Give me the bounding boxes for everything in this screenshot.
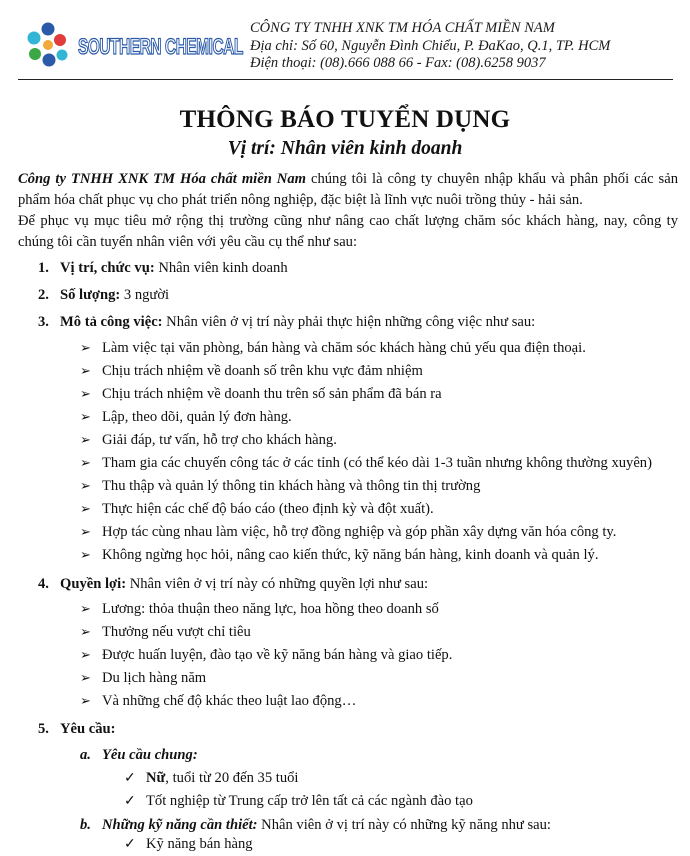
check-item: ✓ Tốt nghiệp từ Trung cấp trở lên tất cả các ngành đào tạo bbox=[124, 791, 473, 812]
list-item: ➢ Tham gia các chuyến công tác ở các tỉnh (có thể kéo dài 1-3 tuần nhưng không thường xuyên) bbox=[80, 455, 652, 471]
section-heading: Số lượng: bbox=[60, 287, 121, 303]
company-name: CÔNG TY TNHH XNK TM HÓA CHẤT MIỀN NAM bbox=[250, 20, 555, 36]
arrow-bullet-icon: ➢ bbox=[80, 363, 91, 378]
section-text: Nhân viên kinh doanh bbox=[154, 260, 288, 276]
section-number: 4. bbox=[38, 576, 49, 592]
list-item: ➢ Làm việc tại văn phòng, bán hàng và chăm sóc khách hàng chủ yếu qua điện thoại. bbox=[80, 340, 586, 356]
arrow-bullet-icon: ➢ bbox=[80, 501, 91, 516]
arrow-bullet-icon: ➢ bbox=[80, 409, 91, 424]
arrow-bullet-icon: ➢ bbox=[80, 386, 91, 401]
list-item: ➢ Không ngừng học hỏi, nâng cao kiến thức, kỹ năng bán hàng, kinh doanh và quản lý. bbox=[80, 547, 599, 563]
list-item: ➢ Lương: thỏa thuận theo năng lực, hoa hồng theo doanh số bbox=[80, 601, 439, 617]
section-position bbox=[38, 258, 288, 278]
southern-chemical-logo-icon bbox=[22, 18, 247, 74]
list-item: ➢ Thực hiện các chế độ báo cáo (theo định kỳ và đột xuất). bbox=[80, 501, 434, 517]
list-item: ➢ Chịu trách nhiệm về doanh thu trên số sản phẩm đã bán ra bbox=[80, 386, 442, 402]
section-heading: Yêu cầu: bbox=[60, 721, 116, 737]
section-requirements bbox=[38, 719, 116, 739]
sub-heading: Yêu cầu chung: bbox=[102, 747, 198, 763]
check-item: ✓ Kỹ năng bán hàng bbox=[124, 834, 253, 855]
list-item: ➢ Giải đáp, tư vấn, hỗ trợ cho khách hàng. bbox=[80, 432, 337, 448]
arrow-bullet-icon: ➢ bbox=[80, 524, 91, 539]
check-item: ✓ Nữ, tuổi từ 20 đến 35 tuổi bbox=[124, 768, 298, 789]
arrow-bullet-icon: ➢ bbox=[80, 670, 91, 685]
arrow-bullet-icon: ➢ bbox=[80, 455, 91, 470]
sub-heading: Những kỹ năng cần thiết: bbox=[102, 817, 258, 833]
section-heading: Vị trí, chức vụ: bbox=[60, 260, 155, 276]
page-subtitle: Vị trí: Nhân viên kinh doanh bbox=[227, 138, 463, 159]
sub-letter: b. bbox=[80, 817, 91, 833]
arrow-bullet-icon: ➢ bbox=[80, 601, 91, 616]
company-logo bbox=[22, 18, 247, 74]
header-divider bbox=[18, 79, 673, 80]
list-item: ➢ Chịu trách nhiệm về doanh số trên khu vực đảm nhiệm bbox=[80, 363, 423, 379]
section-benefits bbox=[38, 574, 428, 594]
list-item: ➢ Thưởng nếu vượt chỉ tiêu bbox=[80, 624, 251, 640]
list-item: ➢ Được huấn luyện, đào tạo về kỹ năng bán hàng và giao tiếp. bbox=[80, 647, 453, 663]
section-number: 2. bbox=[38, 287, 49, 303]
section-number: 5. bbox=[38, 721, 49, 737]
section-quantity bbox=[38, 285, 169, 305]
letterhead bbox=[0, 0, 690, 82]
sub-letter: a. bbox=[80, 747, 91, 763]
arrow-bullet-icon: ➢ bbox=[80, 432, 91, 447]
svg-text:SOUTHERN CHEMICAL: SOUTHERN CHEMICAL bbox=[78, 34, 244, 59]
section-heading: Quyền lợi: bbox=[60, 576, 127, 592]
requirements-skills bbox=[80, 815, 551, 835]
intro-paragraph-2: Để phục vụ mục tiêu mở rộng thị trường cũng như nâng cao chất lượng chăm sóc khách hàng, nay, công ty chúng tôi cần tuyển nhân viên với yêu cầu cụ thể như sau: bbox=[18, 213, 678, 250]
list-item: ➢ Du lịch hàng năm bbox=[80, 670, 207, 686]
arrow-bullet-icon: ➢ bbox=[80, 478, 91, 493]
section-job-description bbox=[38, 312, 535, 332]
company-phone: Điện thoại: (08).666 088 66 - Fax: (08).6258 9037 bbox=[250, 55, 546, 71]
intro-paragraph-1 bbox=[18, 169, 678, 211]
section-number: 3. bbox=[38, 314, 49, 330]
arrow-bullet-icon: ➢ bbox=[80, 647, 91, 662]
requirements-general bbox=[80, 745, 198, 765]
section-heading: Mô tả công việc: bbox=[60, 314, 163, 330]
check-icon: ✓ bbox=[124, 771, 136, 786]
arrow-bullet-icon: ➢ bbox=[80, 693, 91, 708]
list-item: ➢ Thu thập và quản lý thông tin khách hàng và thông tin thị trường bbox=[80, 478, 481, 494]
section-number: 1. bbox=[38, 260, 49, 276]
intro-text: chúng tôi là công ty chuyên nhập khẩu và phân phối các sản phẩm hóa chất phục vụ cho phát triển nông nghiệp, đặc biệt là lĩnh vực nuôi trồng thủy - hải sản. bbox=[18, 171, 678, 208]
page-title: THÔNG BÁO TUYỂN DỤNG bbox=[179, 106, 511, 133]
company-contact-block bbox=[250, 20, 610, 73]
check-icon: ✓ bbox=[124, 794, 136, 809]
list-item: ➢ Hợp tác cùng nhau làm việc, hỗ trợ đồng nghiệp và góp phần xây dựng văn hóa công ty. bbox=[80, 524, 617, 540]
check-icon: ✓ bbox=[124, 837, 136, 852]
section-text: Nhân viên ở vị trí này phải thực hiện những công việc như sau: bbox=[162, 314, 536, 330]
arrow-bullet-icon: ➢ bbox=[80, 624, 91, 639]
list-item: ➢ Lập, theo dõi, quản lý đơn hàng. bbox=[80, 409, 292, 425]
arrow-bullet-icon: ➢ bbox=[80, 547, 91, 562]
company-address: Địa chỉ: Số 60, Nguyễn Đình Chiểu, P. ĐaKao, Q.1, TP. HCM bbox=[250, 37, 611, 54]
section-text: 3 người bbox=[120, 287, 170, 303]
list-item: ➢ Và những chế độ khác theo luật lao động… bbox=[80, 693, 357, 709]
sub-text: Nhân viên ở vị trí này có những kỹ năng như sau: bbox=[257, 817, 551, 833]
arrow-bullet-icon: ➢ bbox=[80, 340, 91, 355]
section-text: Nhân viên ở vị trí này có những quyền lợi như sau: bbox=[126, 576, 429, 592]
company-name-inline: Công ty TNHH XNK TM Hóa chất miền Nam bbox=[18, 171, 306, 187]
